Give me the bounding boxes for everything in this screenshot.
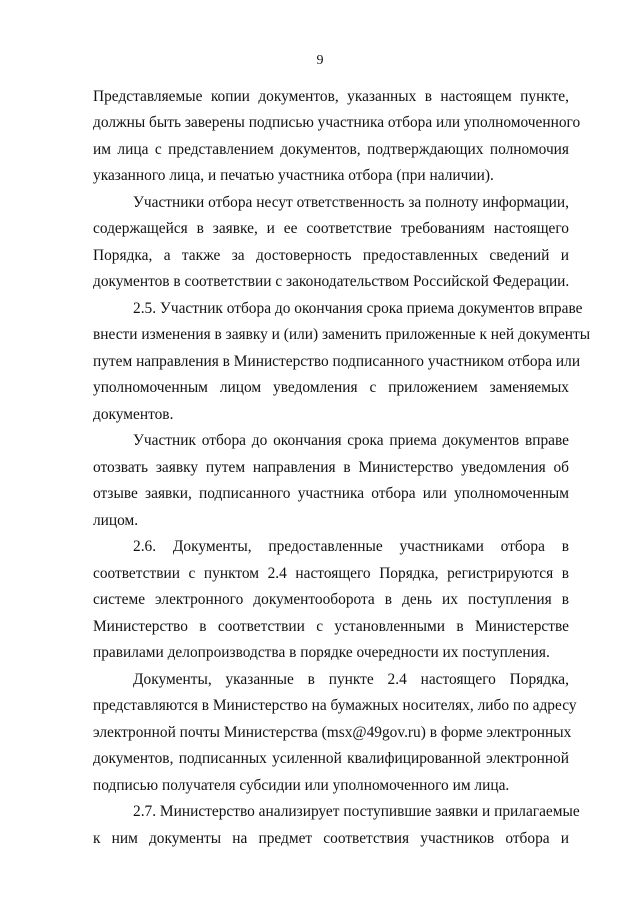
text-line: соответствии с пунктом 2.4 настоящего Порядка, регистрируются в [93,565,569,582]
text-line: содержащейся в заявке, и ее соответствие требованиям настоящего [93,220,569,237]
text-line: отозвать заявку путем направления в Министерство уведомления об [93,459,569,476]
page-number: 9 [316,53,324,68]
text-line: отзыве заявки, подписанного участника отбора или уполномоченным [93,485,569,502]
text-line: представляются в Министерство на бумажных носителях, либо по адресу [93,697,577,714]
text-line: Представляемые копии документов, указанных в настоящем пункте, [93,88,569,105]
text-line: путем направления в Министерство подписанного участником отбора или [93,353,581,370]
text-line: документов. [93,406,174,423]
text-line: документов в соответствии с законодательством Российской Федерации. [93,273,570,290]
text-line: документов, подписанных усиленной квалифицированной электронной [93,750,569,767]
text-line: указанного лица, и печатью участника отбора (при наличии). [93,167,494,184]
text-line: лицом. [93,512,139,529]
text-line: им лица с представлением документов, подтверждающих полномочия [93,141,569,158]
text-line: 2.6. Документы, предоставленные участниками отбора в [133,538,569,555]
text-line: подписью получателя субсидии или уполномоченного им лица. [93,777,510,794]
text-line: должны быть заверены подписью участника отбора или уполномоченного [93,114,581,131]
text-line: правилами делопроизводства в порядке очередности их поступления. [93,644,550,661]
text-line: внести изменения в заявку и (или) заменить приложенные к ней документы [93,326,591,343]
text-line: 2.5. Участник отбора до окончания срока приема документов вправе [133,300,583,317]
text-line: электронной почты Министерства (msx@49gov.ru) в форме электронных [93,724,572,741]
text-line: Участник отбора до окончания срока приема документов вправе [133,432,569,449]
text-line: Порядка, а также за достоверность предоставленных сведений и [93,247,569,264]
text-line: уполномоченным лицом уведомления с приложением заменяемых [93,379,569,396]
text-line: Министерство в соответствии с установленными в Министерстве [93,618,569,635]
text-line: Участники отбора несут ответственность за полноту информации, [133,194,569,211]
text-line: 2.7. Министерство анализирует поступившие заявки и прилагаемые [133,803,580,820]
text-line: к ним документы на предмет соответствия участников отбора и [93,830,569,847]
text-line: Документы, указанные в пункте 2.4 настоящего Порядка, [133,671,569,688]
text-line: системе электронного документооборота в день их поступления в [93,591,569,608]
